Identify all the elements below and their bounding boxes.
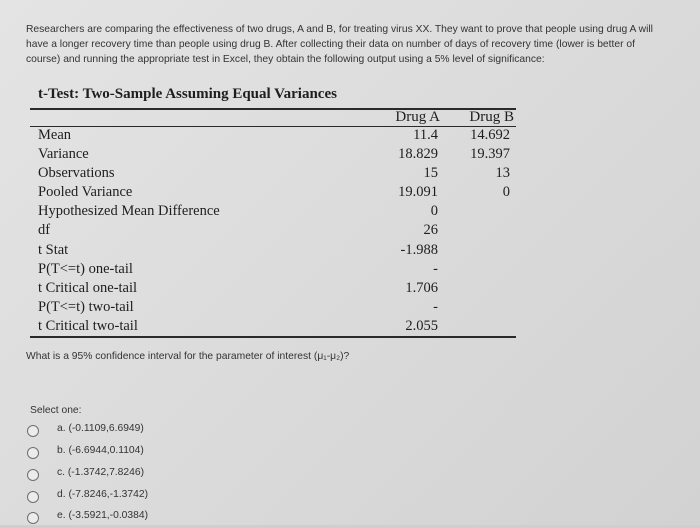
drug-a-value: 2.055 [405,318,438,334]
row-label: Variance [38,146,89,162]
table-row [0,222,700,241]
row-label: P(T<=t) one-tail [38,261,133,277]
answer-option-a[interactable] [27,423,327,441]
drug-a-value: -1.988 [400,242,438,258]
confidence-interval-question: What is a 95% confidence interval for the parameter of interest (μ₁-μ₂)? [26,351,350,362]
option-label: a. (-0.1109,6.6949) [57,423,144,434]
drug-b-value: 0 [502,184,510,200]
row-label: Pooled Variance [38,184,133,200]
drug-a-value: 26 [423,222,438,238]
column-header-drug-a: Drug A [395,109,440,125]
row-label: t Stat [38,242,69,258]
option-label: c. (-1.3742,7.8246) [57,467,145,478]
row-label: Observations [38,165,115,181]
table-row [0,146,700,165]
row-label: Hypothesized Mean Difference [38,203,220,219]
option-label: d. (-7.8246,-1.3742) [57,489,149,500]
drug-a-value: 0 [430,203,438,219]
row-label: t Critical two-tail [38,318,138,334]
table-row [0,242,700,261]
row-label: df [38,222,51,238]
drug-b-value: 13 [495,165,510,181]
table-row [0,165,700,184]
option-label: b. (-6.6944,0.1104) [57,445,144,456]
drug-a-value: - [433,261,438,277]
radio-button[interactable] [27,469,39,481]
drug-b-value: 14.692 [470,127,510,143]
radio-button[interactable] [27,512,39,524]
table-row [0,318,700,337]
row-label: P(T<=t) two-tail [38,299,134,315]
radio-button[interactable] [27,447,39,459]
drug-b-value: 19.397 [470,146,510,162]
drug-a-value: 1.706 [405,280,438,296]
table-top-rule [30,108,516,110]
answer-option-e[interactable] [27,510,327,528]
question-intro: Researchers are comparing the effectiveness of two drugs, A and B, for treating virus XX. They want to prove that people using drug A will have a longer recovery time than people using drug B. After collecting their data on number of days of recovery time (lower is better of course) and running the appropriate test in Excel, they obtain the following output using a 5% level of significance: [26,24,653,65]
answer-option-d[interactable] [27,489,327,507]
drug-a-value: 19.091 [398,184,438,200]
select-one-label: Select one: [30,405,82,416]
drug-a-value: 11.4 [413,127,438,143]
table-row [0,127,700,146]
row-label: t Critical one-tail [38,280,138,296]
radio-button[interactable] [27,491,39,503]
drug-a-value: - [433,299,438,315]
row-label: Mean [38,127,72,143]
table-row [0,203,700,222]
column-header-drug-b: Drug B [469,109,514,125]
table-row [0,261,700,280]
drug-a-value: 18.829 [398,146,438,162]
answer-option-b[interactable] [27,445,327,463]
option-label: e. (-3.5921,-0.0384) [57,510,149,521]
ttest-title: t-Test: Two-Sample Assuming Equal Variances [38,86,337,102]
table-row [0,299,700,318]
table-row [0,280,700,299]
table-row [0,184,700,203]
drug-a-value: 15 [423,165,438,181]
radio-button[interactable] [27,425,39,437]
answer-option-c[interactable] [27,467,327,485]
